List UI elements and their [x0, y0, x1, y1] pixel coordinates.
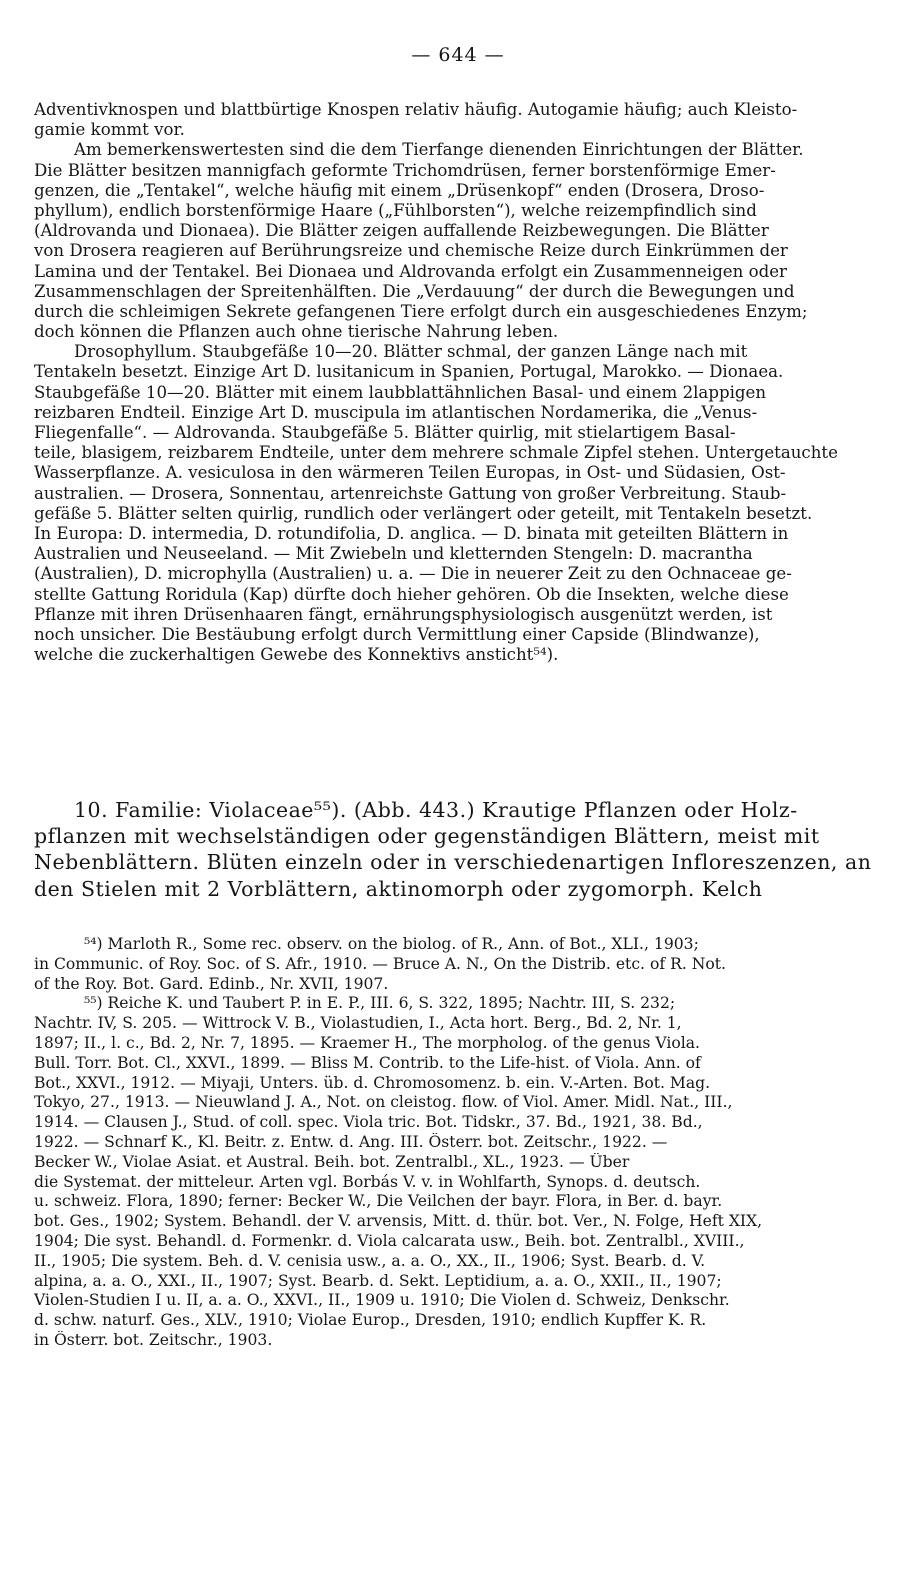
- body-line: durch die schleimigen Sekrete gefangenen Tiere erfolgt durch ein ausgeschiedenes Enzym;: [34, 301, 808, 321]
- body-line: Tentakeln besetzt. Einzige Art D. lusitanicum in Spanien, Portugal, Marokko. — Dionaea.: [34, 362, 784, 382]
- body-line: Fliegenfalle“. — Aldrovanda. Staubgefäße 5. Blätter quirlig, mit stielartigem Basal-: [34, 423, 736, 442]
- body-text: [34, 100, 882, 665]
- body-line: Am bemerkenswertesten sind die dem Tierfange dienenden Einrichtungen der Blätter.: [74, 140, 804, 160]
- body-line: australien. — Drosera, Sonnentau, artenreichste Gattung von großer Verbreitung. Staub-: [34, 483, 787, 503]
- footnote-55-line: die Systemat. der mitteleur. Arten vgl. Borbás V. v. in Wohlfarth, Synops. d. deutsch.: [34, 1172, 701, 1191]
- family-line: den Stielen mit 2 Vorblättern, aktinomorph oder zygomorph. Kelch: [34, 876, 763, 901]
- footnote-54-line: in Communic. of Roy. Soc. of S. Afr., 1910. — Bruce A. N., On the Distrib. etc. of R. Not.: [34, 954, 727, 973]
- body-line: Wasserpflanze. A. vesiculosa in den wärmeren Teilen Europas, in Ost- und Südasien, Ost-: [34, 463, 786, 483]
- body-line: Die Blätter besitzen mannigfach geformte Trichomdrüsen, ferner borstenförmige Emer-: [34, 160, 776, 180]
- footnote-55-line: Becker W., Violae Asiat. et Austral. Beih. bot. Zentralbl., XL., 1923. — Über: [34, 1152, 630, 1171]
- footnote-55-line: alpina, a. a. O., XXI., II., 1907; Syst. Bearb. d. Sekt. Leptidium, a. a. O., XXII., II., 1907;: [34, 1271, 722, 1290]
- footnote-55-line: d. schw. naturf. Ges., XLV., 1910; Violae Europ., Dresden, 1910; endlich Kupffer K. R.: [34, 1311, 707, 1330]
- body-line: teile, blasigem, reizbarem Endteile, unter dem mehrere schmale Zipfel stehen. Untergetauchte: [34, 443, 838, 463]
- footnote-55-line: ⁵⁵) Reiche K. und Taubert P. in E. P., III. 6, S. 322, 1895; Nachtr. III, S. 232;: [84, 994, 676, 1013]
- body-line: Zusammenschlagen der Spreitenhälften. Die „Verdauung“ der durch die Bewegungen und: [34, 281, 795, 301]
- body-line: noch unsicher. Die Bestäubung erfolgt durch Vermittlung einer Capside (Blindwanze),: [34, 624, 760, 644]
- body-line: (Aldrovanda und Dionaea). Die Blätter zeigen auffallende Reizbewegungen. Die Blätter: [34, 221, 769, 241]
- footnote-55-line: u. schweiz. Flora, 1890; ferner: Becker W., Die Veilchen der bayr. Flora, in Ber. d. bayr.: [34, 1192, 723, 1211]
- body-line: stellte Gattung Roridula (Kap) dürfte doch hieher gehören. Ob die Insekten, welche diese: [34, 584, 789, 604]
- footnote-55-line: Tokyo, 27., 1913. — Nieuwland J. A., Not. on cleistog. flow. of Viol. Amer. Midl. Nat., III.,: [34, 1093, 733, 1112]
- page-number: — 644 —: [411, 44, 505, 66]
- body-line: von Drosera reagieren auf Berührungsreize und chemische Reize durch Einkrümmen der: [34, 241, 788, 261]
- body-line: In Europa: D. intermedia, D. rotundifolia, D. anglica. — D. binata mit geteilten Blättern in: [34, 523, 789, 543]
- body-line: doch können die Pflanzen auch ohne tierische Nahrung leben.: [34, 322, 559, 342]
- body-line: Lamina und der Tentakel. Bei Dionaea und Aldrovanda erfolgt ein Zusammenneigen oder: [34, 261, 787, 281]
- footnote-55-line: Bot., XXVI., 1912. — Miyaji, Unters. üb. d. Chromosomenz. b. ein. V.-Arten. Bot. Mag.: [34, 1073, 711, 1092]
- book-page: [34, 0, 882, 1569]
- body-line: gamie kommt vor.: [34, 120, 185, 140]
- footnote-55-line: 1904; Die syst. Behandl. d. Formenkr. d. Viola calcarata usw., Beih. bot. Zentralbl., XVIII.,: [34, 1231, 745, 1250]
- family-line: Nebenblättern. Blüten einzeln oder in verschiedenartigen Infloreszenzen, an: [34, 850, 872, 875]
- footnote-55-line: Bull. Torr. Bot. Cl., XXVI., 1899. — Bliss M. Contrib. to the Life-hist. of Viola. Ann. of: [34, 1053, 701, 1072]
- body-line: genzen, die „Tentakel“, welche häufig mit einem „Drüsenkopf“ enden (Drosera, Droso-: [34, 180, 765, 200]
- body-line: welche die zuckerhaltigen Gewebe des Konnektivs ansticht⁵⁴).: [34, 645, 559, 665]
- body-line: (Australien), D. microphylla (Australien) u. a. — Die in neuerer Zeit zu den Ochnaceae ge-: [34, 564, 792, 584]
- family-line: pflanzen mit wechselständigen oder gegenständigen Blättern, meist mit: [34, 824, 820, 849]
- body-line: Australien und Neuseeland. — Mit Zwiebeln und kletternden Stengeln: D. macrantha: [34, 544, 753, 564]
- footnote-55-line: Nachtr. IV, S. 205. — Wittrock V. B., Violastudien, I., Acta hort. Berg., Bd. 2, Nr. 1,: [34, 1014, 682, 1033]
- footnote-54-line: ⁵⁴) Marloth R., Some rec. observ. on the biolog. of R., Ann. of Bot., XLI., 1903;: [84, 935, 699, 953]
- family-heading-line: 10. Familie: Violaceae⁵⁵). (Abb. 443.) Krautige Pflanzen oder Holz-: [74, 798, 798, 822]
- footnotes: [34, 935, 882, 1351]
- body-line: phyllum), endlich borstenförmige Haare („Fühlborsten“), welche reizempfindlich sind: [34, 200, 757, 220]
- body-line: Adventivknospen und blattbürtige Knospen relativ häufig. Autogamie häufig; auch Kleisto-: [34, 100, 798, 119]
- family-description: [34, 797, 882, 902]
- footnote-55-line: 1922. — Schnarf K., Kl. Beitr. z. Entw. d. Ang. III. Österr. bot. Zeitschr., 1922. —: [34, 1132, 668, 1151]
- footnote-55-line: 1897; II., l. c., Bd. 2, Nr. 7, 1895. — Kraemer H., The morpholog. of the genus Viola.: [34, 1033, 701, 1052]
- footnote-55-line: II., 1905; Die system. Beh. d. V. cenisia usw., a. a. O., XX., II., 1906; Syst. Bearb. d. V.: [34, 1251, 706, 1270]
- footnote-54-line: of the Roy. Bot. Gard. Edinb., Nr. XVII, 1907.: [34, 974, 389, 993]
- footnote-55-line: in Österr. bot. Zeitschr., 1903.: [34, 1330, 273, 1349]
- footnote-55-line: 1914. — Clausen J., Stud. of coll. spec. Viola tric. Bot. Tidskr., 37. Bd., 1921, 38. Bd.,: [34, 1113, 703, 1132]
- body-line: Pflanze mit ihren Drüsenhaaren fängt, ernährungsphysiologisch ausgenützt werden, ist: [34, 604, 773, 624]
- body-line: Drosophyllum. Staubgefäße 10—20. Blätter schmal, der ganzen Länge nach mit: [74, 342, 748, 362]
- body-line: reizbaren Endteil. Einzige Art D. muscipula im atlantischen Nordamerika, die „Venus-: [34, 402, 758, 422]
- body-line: gefäße 5. Blätter selten quirlig, rundlich oder verlängert oder geteilt, mit Tentakeln besetzt.: [34, 503, 813, 523]
- footnote-55-line: bot. Ges., 1902; System. Behandl. der V. arvensis, Mitt. d. thür. bot. Ver., N. Folge, Heft XIX,: [34, 1212, 763, 1231]
- body-line: Staubgefäße 10—20. Blätter mit einem laubblattähnlichen Basal- und einem 2lappigen: [34, 382, 767, 402]
- footnote-55-line: Violen-Studien I u. II, a. a. O., XXVI., II., 1909 u. 1910; Die Violen d. Schweiz, Denkschr.: [34, 1291, 730, 1310]
